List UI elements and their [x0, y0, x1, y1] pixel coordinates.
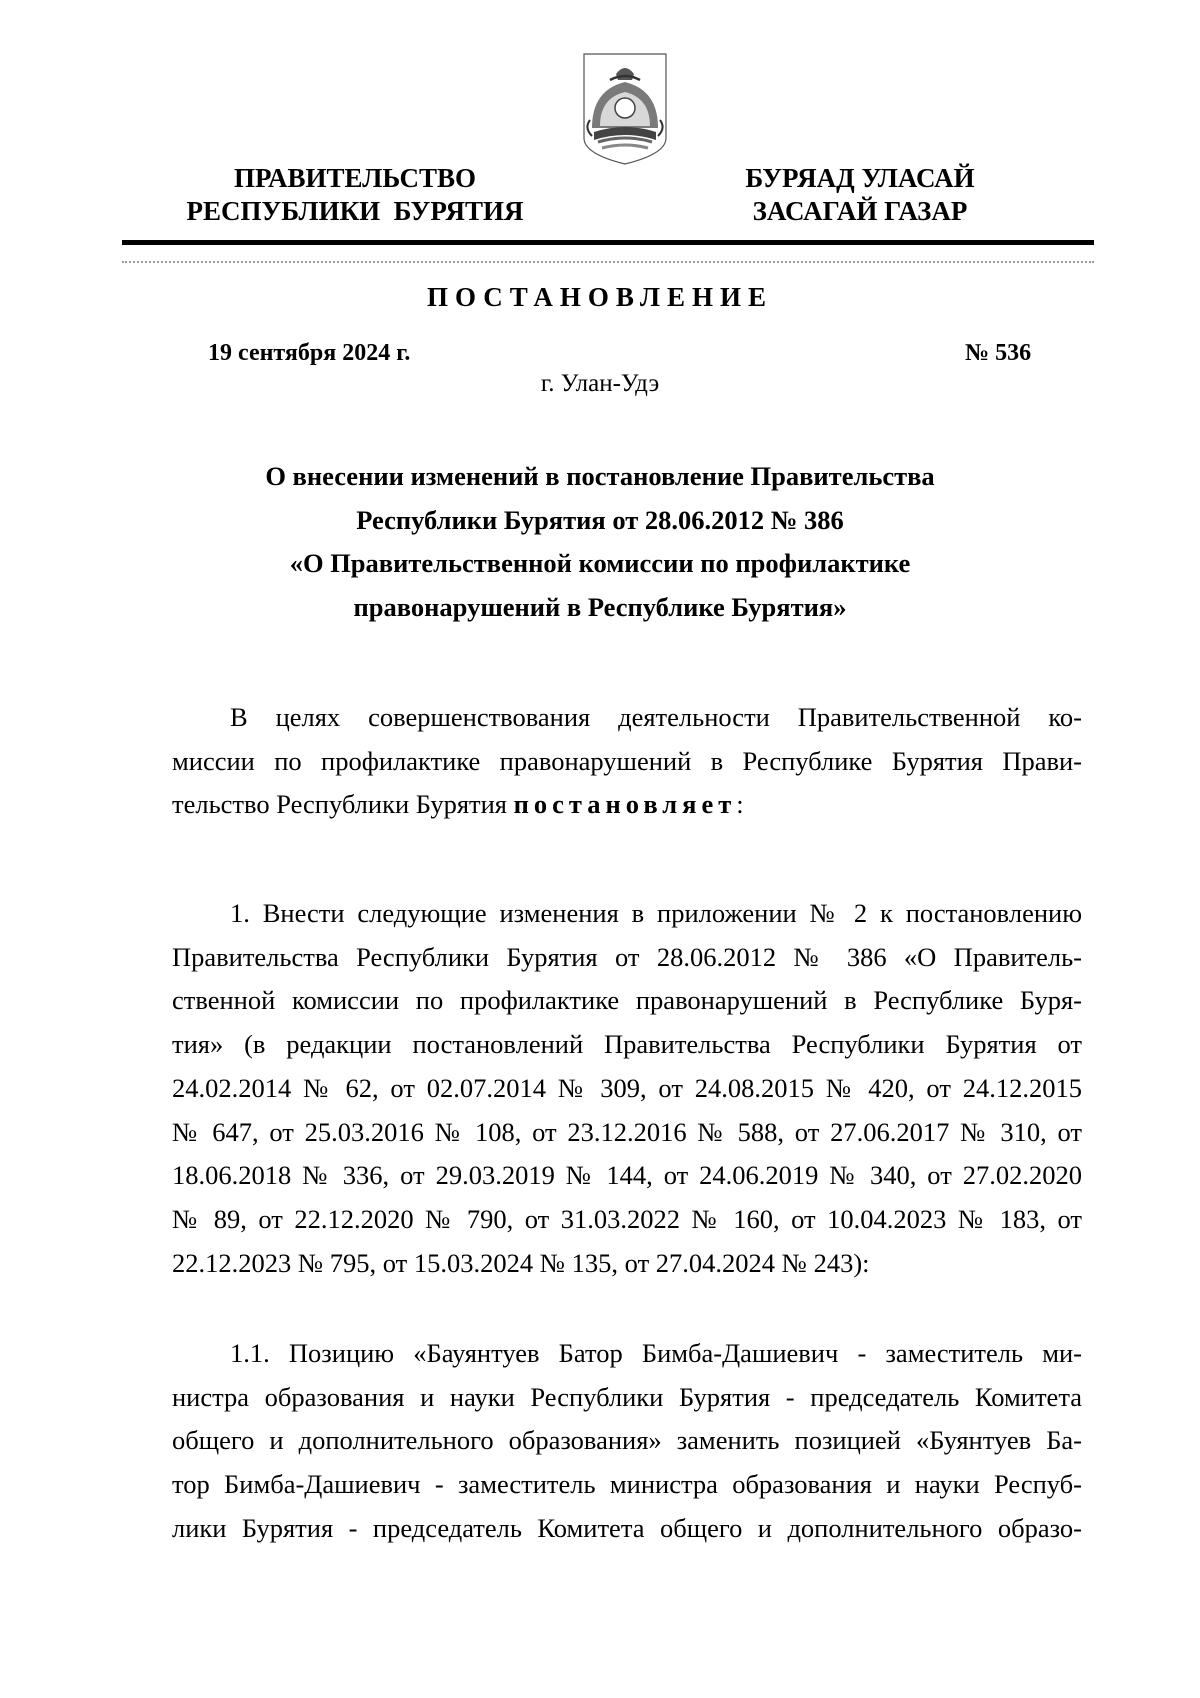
decree-verb: постановляет — [513, 789, 737, 820]
paragraph-line: 1. Внести следующие изменения в приложении № 2 к постановлению — [230, 898, 1082, 928]
header-divider-dotted — [122, 261, 1094, 263]
paragraph-line: 22.12.2023 № 795, от 15.03.2024 № 135, от 27.04.2024 № 243): — [172, 1247, 870, 1278]
preamble-colon: : — [736, 789, 744, 820]
issuer-name-buryat — [700, 162, 1020, 228]
paragraph-line: № 647, от 25.03.2016 № 108, от 23.12.2016 № 588, от 27.06.2017 № 310, от — [172, 1116, 1082, 1147]
title-line: Республики Бурятия от 28.06.2012 № 386 — [356, 504, 844, 535]
document-number: № 536 — [965, 340, 1032, 366]
preamble-text: тельство Республики Бурятия — [172, 789, 514, 820]
paragraph-line: № 89, от 22.12.2020 № 790, от 31.03.2022 № 160, от 10.04.2023 № 183, от — [172, 1203, 1082, 1234]
document-date: 19 сентября 2024 г. — [208, 340, 411, 366]
paragraph-line: тор Бимба-Дашиевич - заместитель министра образования и науки Респуб- — [172, 1469, 1082, 1500]
paragraph-line: общего и дополнительного образования» заменить позицией «Буянтуев Ба- — [172, 1425, 1082, 1456]
title-line: правонарушений в Республике Бурятия» — [353, 591, 847, 622]
paragraph-line: В целях совершенствования деятельности Правительственной ко- — [230, 702, 1082, 732]
issuer-line: ПРАВИТЕЛЬСТВО — [233, 163, 477, 193]
title-line: О внесении изменений в постановление Правительства — [265, 461, 935, 491]
document-title — [150, 455, 1050, 629]
issuer-line: ЗАСАГАЙ ГАЗАР — [752, 196, 968, 226]
paragraph-line: нистра образования и науки Республики Бурятия - председатель Комитета — [172, 1381, 1082, 1412]
paragraph-line: лики Бурятия - председатель Комитета общего и дополнительного образо- — [172, 1512, 1082, 1543]
paragraph-line: 18.06.2018 № 336, от 29.03.2019 № 144, от 24.06.2019 № 340, от 27.02.2020 — [172, 1160, 1082, 1191]
preamble-paragraph — [172, 696, 1082, 827]
header-divider — [122, 240, 1094, 245]
paragraph-line: тия» (в редакции постановлений Правительства Республики Бурятия от — [172, 1029, 1082, 1060]
item-1-1-paragraph — [172, 1332, 1082, 1551]
paragraph-line: 1.1. Позицию «Бауянтуев Батор Бимба-Дашиевич - заместитель ми- — [230, 1338, 1082, 1368]
issuer-line: РЕСПУБЛИКИ БУРЯТИЯ — [186, 196, 524, 226]
paragraph-line: 24.02.2014 № 62, от 02.07.2014 № 309, от 24.08.2015 № 420, от 24.12.2015 — [172, 1072, 1082, 1103]
paragraph-line: ственной комиссии по профилактике правонарушений в Республике Буря- — [172, 985, 1082, 1016]
paragraph-line: Правительства Республики Бурятия от 28.06.2012 № 386 «О Правитель- — [172, 941, 1082, 972]
paragraph-line — [172, 783, 1082, 827]
paragraph-line: миссии по профилактике правонарушений в Республике Бурятия Прави- — [172, 745, 1082, 776]
issuer-line: БУРЯАД УЛАСАЙ — [745, 163, 975, 193]
document-type: ПОСТАНОВЛЕНИЕ — [426, 282, 774, 312]
document-city: г. Улан-Удэ — [540, 370, 660, 397]
issuer-name-russian — [150, 162, 560, 228]
title-line: «О Правительственной комиссии по профилактике — [289, 548, 911, 578]
item-1-paragraph — [172, 892, 1082, 1285]
coat-of-arms-emblem — [580, 50, 670, 168]
